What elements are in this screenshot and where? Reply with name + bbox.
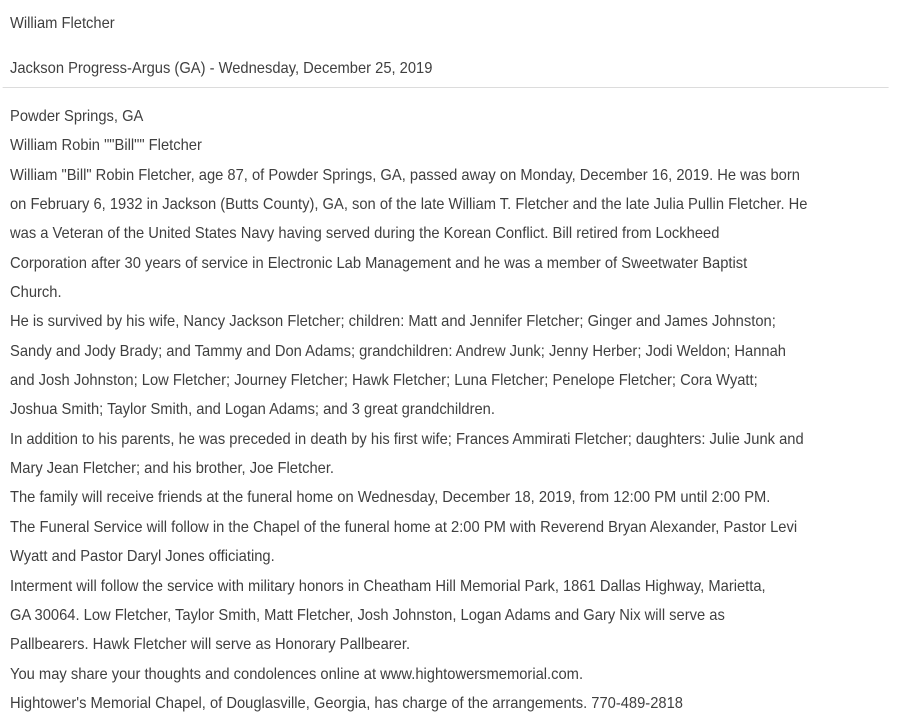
body-line: Interment will follow the service with military honors in Cheatham Hill Memorial Park, 1861 Dallas Highway, Marietta,	[10, 577, 766, 595]
body-line: The Funeral Service will follow in the Chapel of the funeral home at 2:00 PM with Reverend Bryan Alexander, Pastor Levi	[10, 518, 798, 536]
deceased-name-heading: William Fletcher	[10, 15, 115, 32]
body-line: Corporation after 30 years of service in Electronic Lab Management and he was a member of Sweetwater Baptist	[10, 254, 748, 272]
body-line: Mary Jean Fletcher; and his brother, Joe Fletcher.	[10, 460, 334, 478]
body-line: William "Bill" Robin Fletcher, age 87, of Powder Springs, GA, passed away on Monday, December 16, 2019. He was born	[10, 166, 800, 184]
body-line: Wyatt and Pastor Daryl Jones officiating.	[10, 548, 275, 566]
body-line: GA 30064. Low Fletcher, Taylor Smith, Matt Fletcher, Josh Johnston, Logan Adams and Gary Nix will serve as	[10, 606, 725, 624]
body-line: and Josh Johnston; Low Fletcher; Journey Fletcher; Hawk Fletcher; Luna Fletcher; Penelope Fletcher; Cora Wyatt;	[10, 372, 758, 390]
content-column	[10, 15, 910, 718]
body-line-funeral-home-contact: Hightower's Memorial Chapel, of Douglasville, Georgia, has charge of the arrangements. 770-489-2818	[10, 694, 683, 712]
body-line: The family will receive friends at the funeral home on Wednesday, December 18, 2019, from 12:00 PM until 2:00 PM.	[10, 489, 771, 507]
body-line-full-name: William Robin ""Bill"" Fletcher	[10, 137, 202, 155]
body-line: on February 6, 1932 in Jackson (Butts County), GA, son of the late William T. Fletcher and the late Julia Pullin Fletcher. He	[10, 196, 808, 214]
body-line-website: You may share your thoughts and condolences online at www.hightowersmemorial.com.	[10, 665, 584, 683]
body-line: He is survived by his wife, Nancy Jackson Fletcher; children: Matt and Jennifer Fletcher; Ginger and James Johnston;	[10, 313, 776, 331]
body-line: Pallbearers. Hawk Fletcher will serve as Honorary Pallbearer.	[10, 636, 411, 654]
body-line-location: Powder Springs, GA	[10, 108, 144, 125]
obituary-body	[10, 102, 910, 718]
body-line: Joshua Smith; Taylor Smith, and Logan Adams; and 3 great grandchildren.	[10, 401, 495, 419]
publication-date-line: Jackson Progress-Argus (GA) - Wednesday, December 25, 2019	[10, 60, 433, 77]
body-line: was a Veteran of the United States Navy having served during the Korean Conflict. Bill retired from Lockheed	[10, 225, 720, 243]
body-line: In addition to his parents, he was preceded in death by his first wife; Frances Ammirati Fletcher; daughters: Julie Junk and	[10, 430, 804, 448]
body-line: Sandy and Jody Brady; and Tammy and Don Adams; grandchildren: Andrew Junk; Jenny Herber; Jodi Weldon; Hannah	[10, 342, 786, 360]
body-line: Church.	[10, 284, 62, 302]
header-divider	[3, 87, 889, 88]
